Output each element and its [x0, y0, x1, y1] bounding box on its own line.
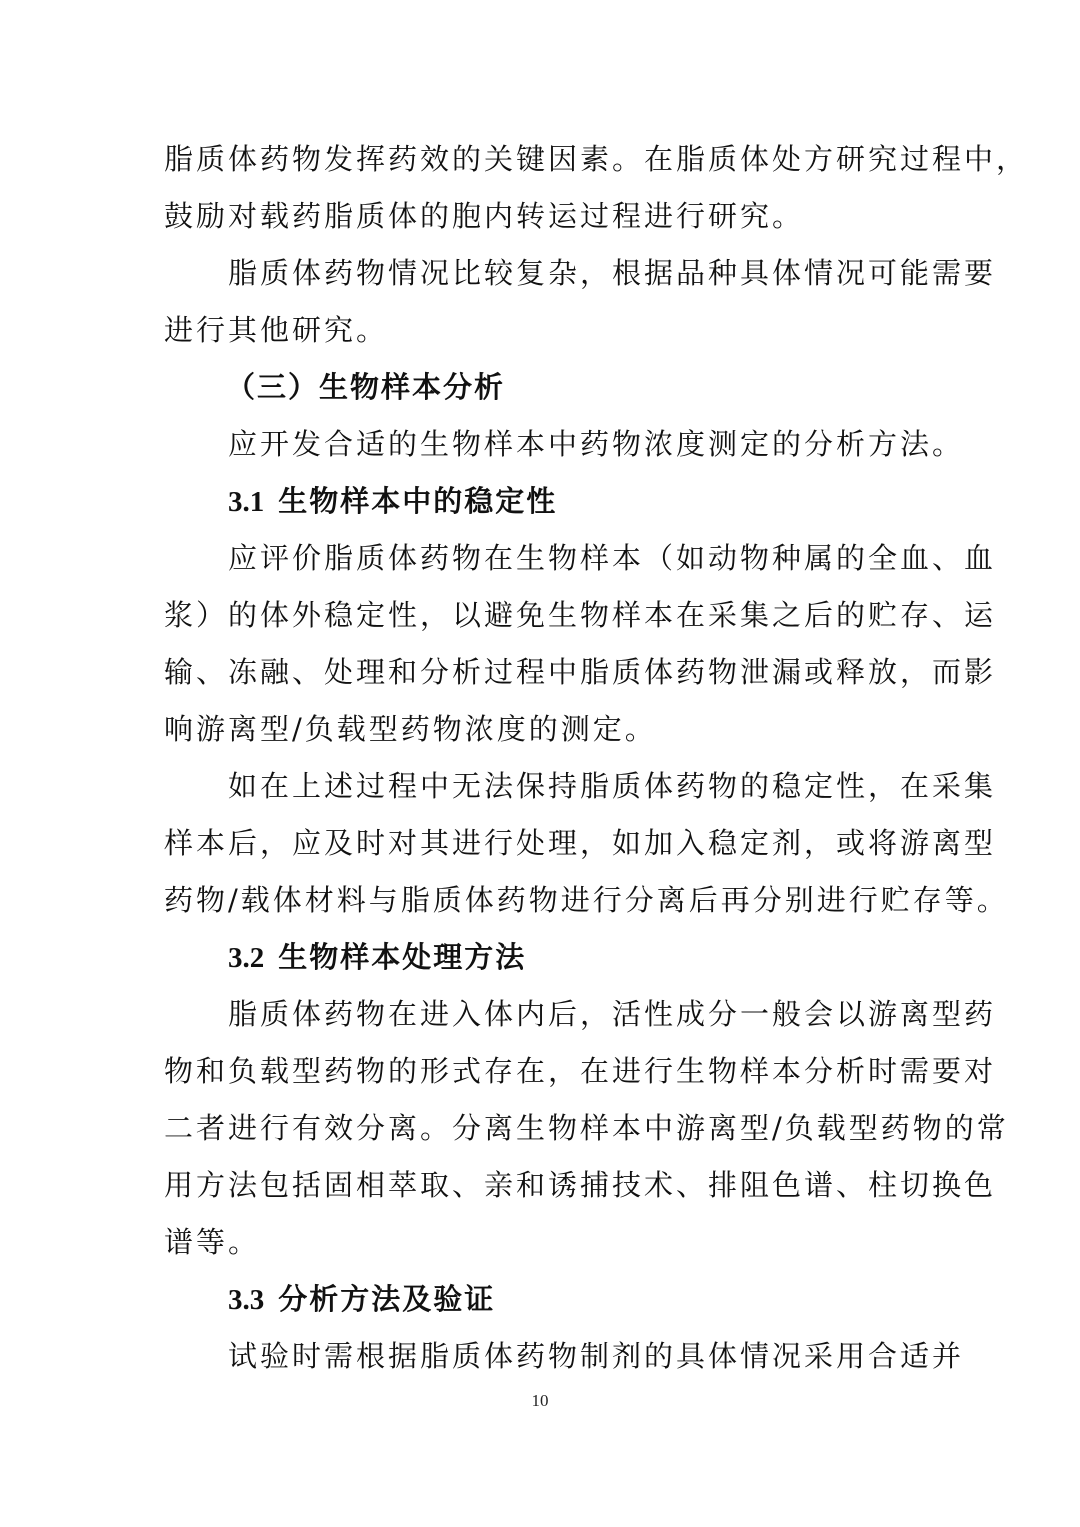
paragraph-line: 脂质体药物在进入体内后，活性成分一般会以游离型药	[228, 997, 997, 1031]
subsection-title: 分析方法及验证	[278, 1282, 496, 1316]
page-number: 10	[531, 1391, 549, 1410]
paragraph-line: 药物/载体材料与脂质体药物进行分离后再分别进行贮存等。	[164, 883, 1009, 917]
section-heading: （三）生物样本分析	[226, 370, 506, 404]
subsection-heading	[228, 481, 557, 521]
paragraph-line: 应开发合适的生物样本中药物浓度测定的分析方法。	[228, 427, 965, 461]
paragraph-line: 谱等。	[164, 1225, 261, 1259]
subsection-number: 3.1	[228, 486, 265, 518]
paragraph-line: 进行其他研究。	[164, 313, 389, 347]
paragraph-line: 样本后，应及时对其进行处理，如加入稳定剂，或将游离型	[164, 826, 997, 860]
paragraph-line: 二者进行有效分离。分离生物样本中游离型/负载型药物的常	[164, 1111, 1009, 1145]
paragraph-line: 输、冻融、处理和分析过程中脂质体药物泄漏或释放，而影	[164, 655, 997, 689]
paragraph-line: 用方法包括固相萃取、亲和诱捕技术、排阻色谱、柱切换色	[164, 1168, 997, 1202]
paragraph-line: 应评价脂质体药物在生物样本（如动物种属的全血、血	[228, 541, 997, 575]
subsection-heading	[228, 1279, 495, 1319]
subsection-number: 3.2	[228, 942, 265, 974]
paragraph-line: 试验时需根据脂质体药物制剂的具体情况采用合适并	[228, 1339, 965, 1373]
paragraph-line: 鼓励对载药脂质体的胞内转运过程进行研究。	[164, 199, 805, 233]
paragraph-line: 如在上述过程中无法保持脂质体药物的稳定性，在采集	[228, 769, 997, 803]
paragraph-line: 响游离型/负载型药物浓度的测定。	[164, 712, 657, 746]
paragraph-line: 物和负载型药物的形式存在，在进行生物样本分析时需要对	[164, 1054, 997, 1088]
paragraph-line: 脂质体药物发挥药效的关键因素。在脂质体处方研究过程中，	[164, 142, 1029, 176]
subsection-number: 3.3	[228, 1284, 265, 1316]
paragraph-line: 脂质体药物情况比较复杂，根据品种具体情况可能需要	[228, 256, 997, 290]
paragraph-line: 浆）的体外稳定性，以避免生物样本在采集之后的贮存、运	[164, 598, 997, 632]
subsection-title: 生物样本处理方法	[278, 940, 527, 974]
subsection-heading	[228, 937, 526, 977]
subsection-title: 生物样本中的稳定性	[278, 484, 558, 518]
